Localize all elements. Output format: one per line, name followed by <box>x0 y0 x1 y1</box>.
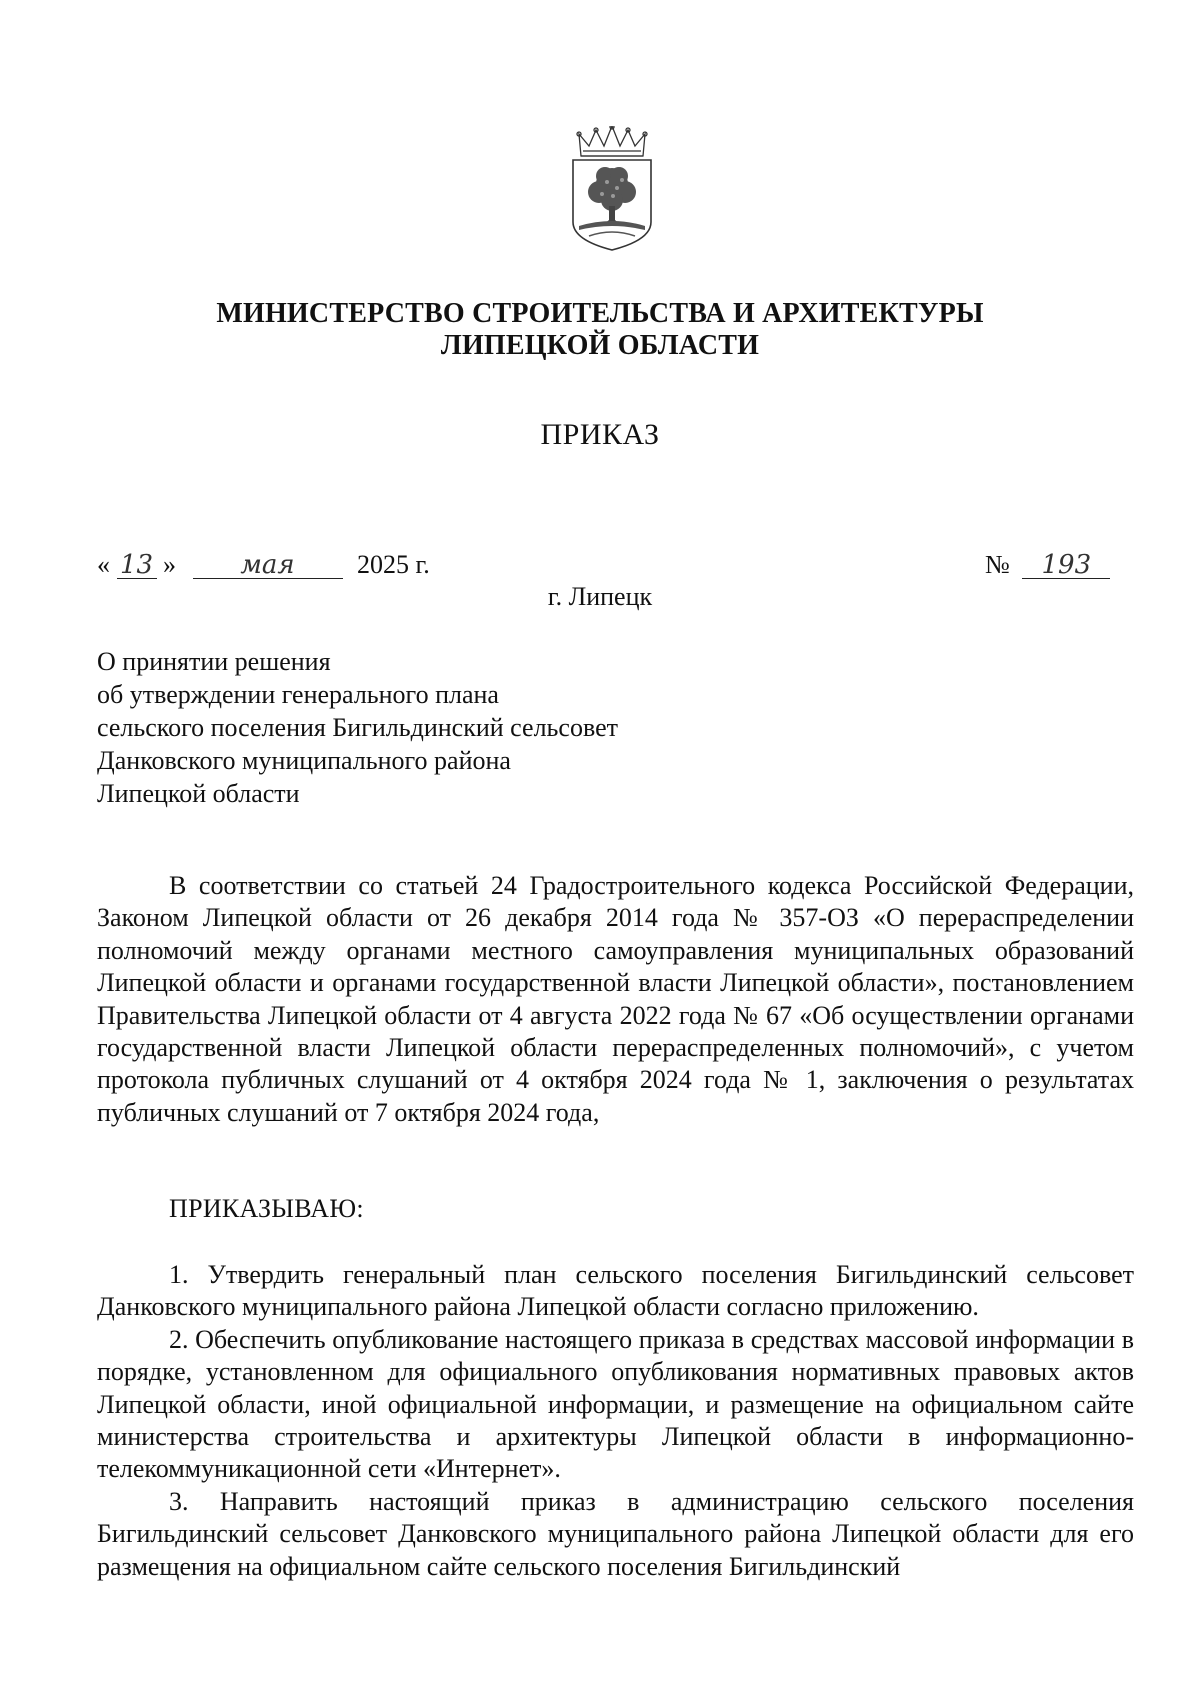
date-open-quote: « <box>97 550 110 579</box>
preamble-paragraph <box>97 870 1134 1129</box>
order-item-1: 1. Утвердить генеральный план сельского поселения Бигильдинский сельсовет Данковского муниципального района Липецкой области согласно приложению. <box>97 1260 1134 1322</box>
subject-line: об утверждении генерального плана <box>97 680 499 709</box>
order-word: ПРИКАЗЫВАЮ: <box>169 1194 364 1223</box>
document-number <box>985 550 1110 580</box>
subject-line: Данковского муниципального района <box>97 746 511 775</box>
order-item-3: 3. Направить настоящий приказ в администрацию сельского поселения Бигильдинский сельсовет Данковского муниципального района Липецкой области для его размещения на официальном сайте сельского поселения Бигильдинский <box>97 1486 1134 1581</box>
date-month: мая <box>193 552 343 579</box>
order-item-2: 2. Обеспечить опубликование настоящего приказа в средствах массовой информации в порядке, установленном для официального опубликования нормативных правовых актов Липецкой области, иной официальной информации, и размещение на официальном сайте министерства строительства и архитектуры Липецкой области в информационно-телекоммуникационной сети «Интернет». <box>97 1324 1134 1484</box>
preamble-text: В соответствии со статьей 24 Градостроительного кодекса Российской Федерации, Законом Липецкой области от 26 декабря 2014 года № 357-ОЗ «О перераспределении полномочий между органами местного самоуправления муниципальных образований Липецкой области и органами государственной власти Липецкой области», постановлением Правительства Липецкой области от 4 августа 2022 года № 67 «Об осуществлении органами государственной власти Липецкой области перераспределенных полномочий», с учетом протокола публичных слушаний от 4 октября 2024 года № 1, заключения о результатах публичных слушаний от 7 октября 2024 года, <box>97 871 1134 1127</box>
order-items <box>97 1259 1134 1583</box>
document-type: ПРИКАЗ <box>540 418 660 451</box>
date-day: 13 <box>117 552 157 579</box>
number-value: 193 <box>1022 552 1110 579</box>
document-city: г. Липецк <box>547 582 653 611</box>
number-label: № <box>985 550 1010 579</box>
date-year: 2025 г. <box>357 550 430 579</box>
lipetsk-coat-of-arms-icon <box>569 126 655 256</box>
ministry-name-line1: МИНИСТЕРСТВО СТРОИТЕЛЬСТВА И АРХИТЕКТУРЫ <box>216 298 984 329</box>
document-date <box>97 550 430 580</box>
subject-line: Липецкой области <box>97 779 300 808</box>
ministry-name-line2: ЛИПЕЦКОЙ ОБЛАСТИ <box>440 330 760 361</box>
date-close-quote: » <box>163 550 176 579</box>
subject-line: сельского поселения Бигильдинский сельсовет <box>97 713 618 742</box>
document-subject <box>97 645 618 810</box>
subject-line: О принятии решения <box>97 647 331 676</box>
